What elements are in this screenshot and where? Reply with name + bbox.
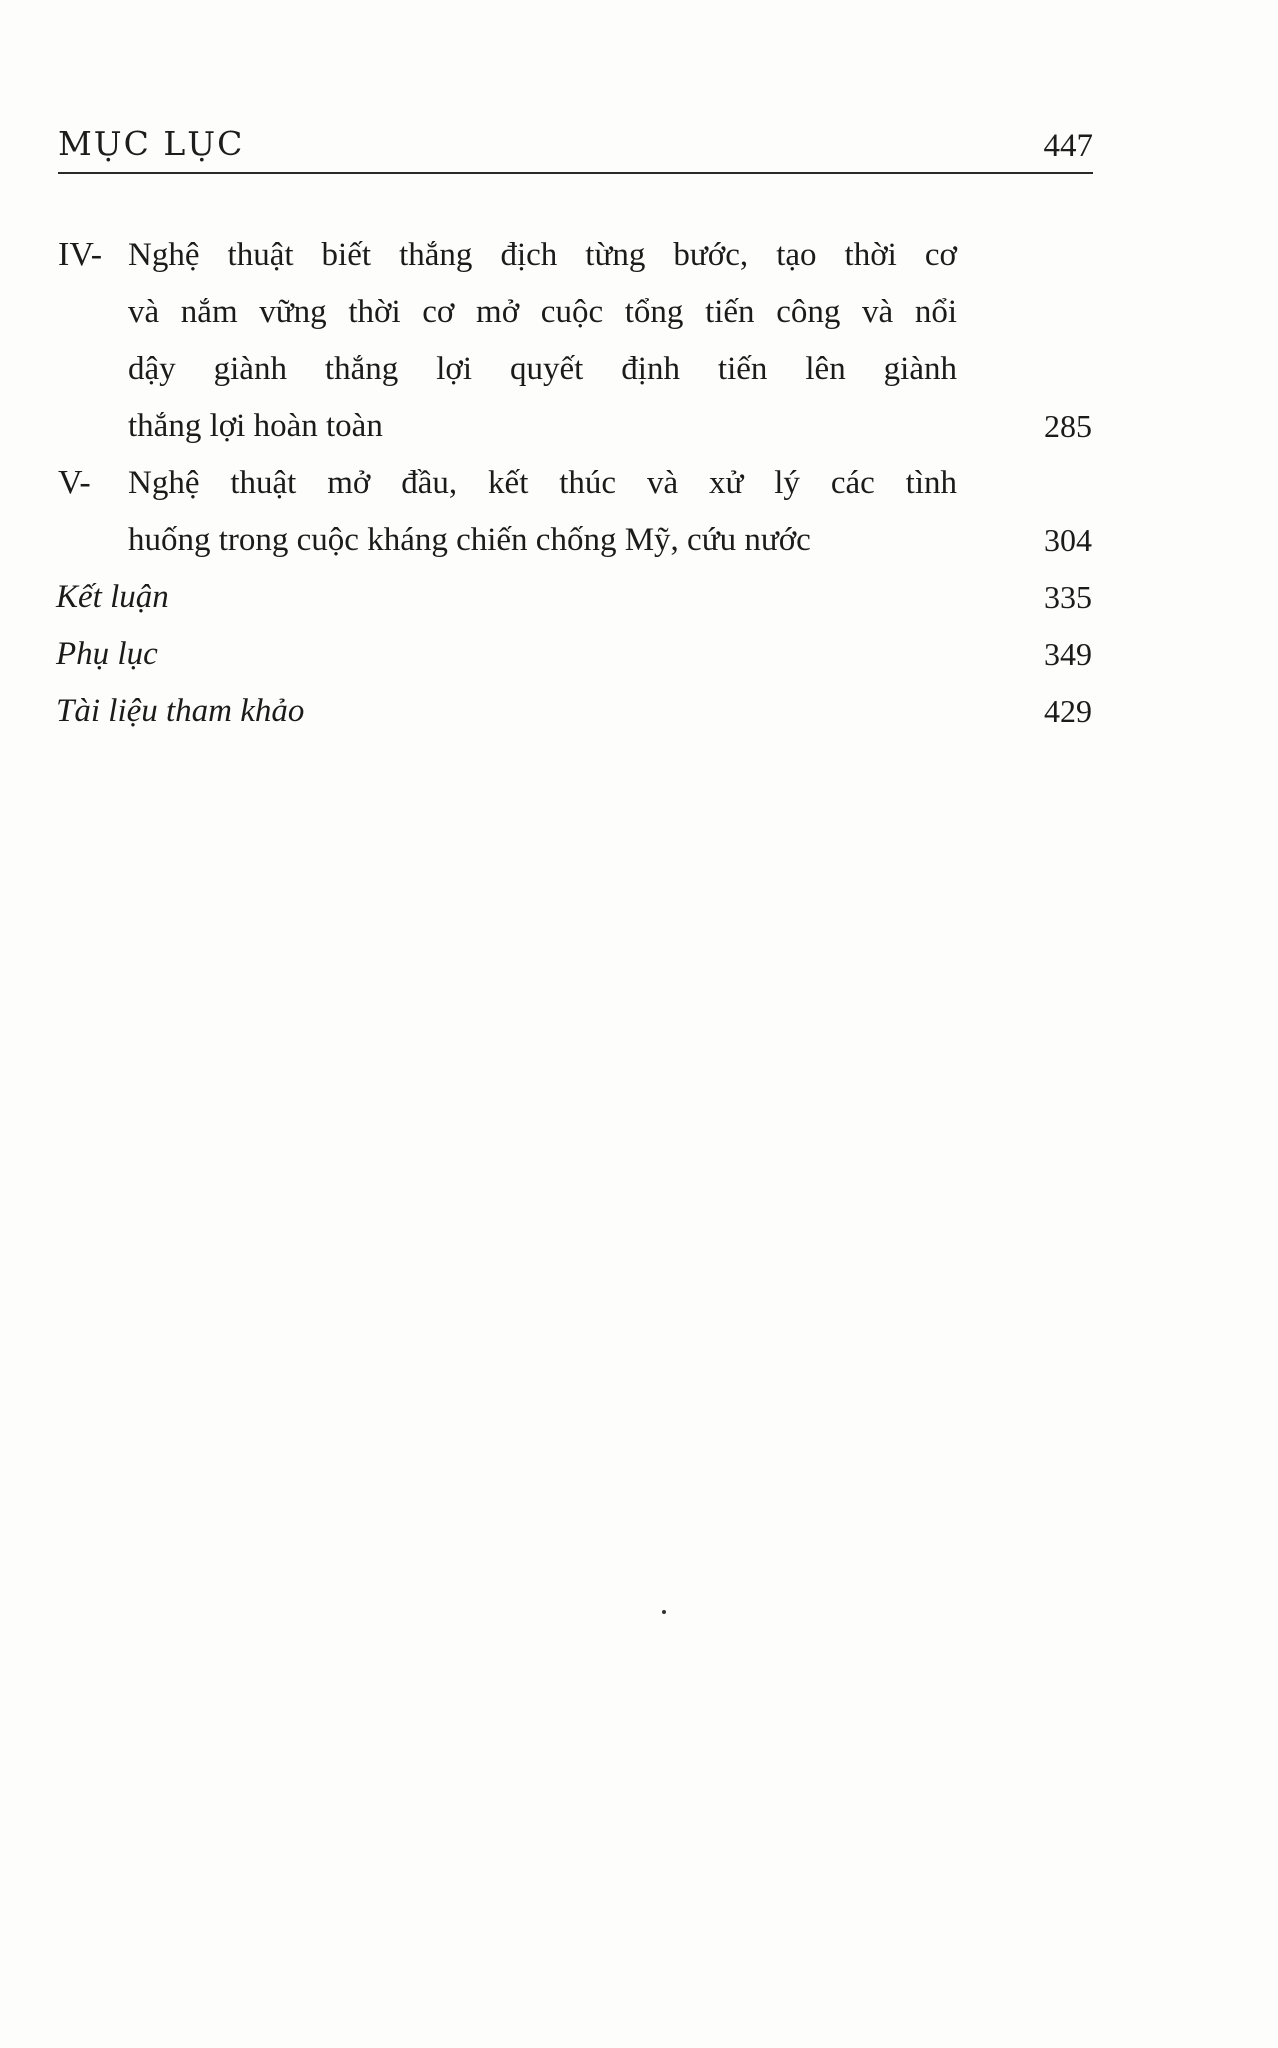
toc-entry-text: thắng lợi hoàn toàn	[128, 408, 383, 444]
toc-entry-text: Kết luận	[56, 579, 169, 615]
toc-entry-page: 429	[1044, 693, 1092, 729]
toc-entry-text: Tài liệu tham khảo	[56, 693, 305, 729]
stray-dot	[662, 1610, 666, 1614]
toc-entry-iv-line-3[interactable]	[0, 344, 1278, 394]
toc-entry-text: dậy giành thắng lợi quyết định tiến lên giành	[128, 351, 957, 387]
toc-entry-page: 285	[1044, 408, 1092, 444]
toc-entry-text: huống trong cuộc kháng chiến chống Mỹ, cứu nước	[128, 522, 811, 558]
toc-entry-iv-line-1[interactable]	[0, 230, 1278, 280]
toc-entry-page: 349	[1044, 636, 1092, 672]
header-rule	[58, 172, 1093, 174]
toc-entry-page: 304	[1044, 522, 1092, 558]
toc-entry-tai-lieu[interactable]	[0, 686, 1278, 736]
toc-entry-page: 335	[1044, 579, 1092, 615]
toc-entry-v-line-2[interactable]	[0, 515, 1278, 565]
toc-entry-v-line-1[interactable]	[0, 458, 1278, 508]
toc-entry-text: Phụ lục	[56, 636, 158, 672]
toc-entry-number: V-	[58, 464, 91, 501]
toc-entry-ket-luan[interactable]	[0, 572, 1278, 622]
header-page-number: 447	[1043, 128, 1093, 164]
toc-entry-iv-line-2[interactable]	[0, 287, 1278, 337]
header-title: MỤC LỤC	[58, 124, 245, 163]
toc-entry-number: IV-	[58, 236, 103, 273]
toc-entry-iv-line-4[interactable]	[0, 401, 1278, 451]
toc-entry-text: và nắm vững thời cơ mở cuộc tổng tiến công và nổi	[128, 294, 957, 330]
running-header	[58, 118, 1093, 166]
toc-entry-text: Nghệ thuật biết thắng địch từng bước, tạo thời cơ	[128, 237, 957, 273]
toc-entry-text: Nghệ thuật mở đầu, kết thúc và xử lý các tình	[128, 465, 957, 501]
toc-entry-phu-luc[interactable]	[0, 629, 1278, 679]
